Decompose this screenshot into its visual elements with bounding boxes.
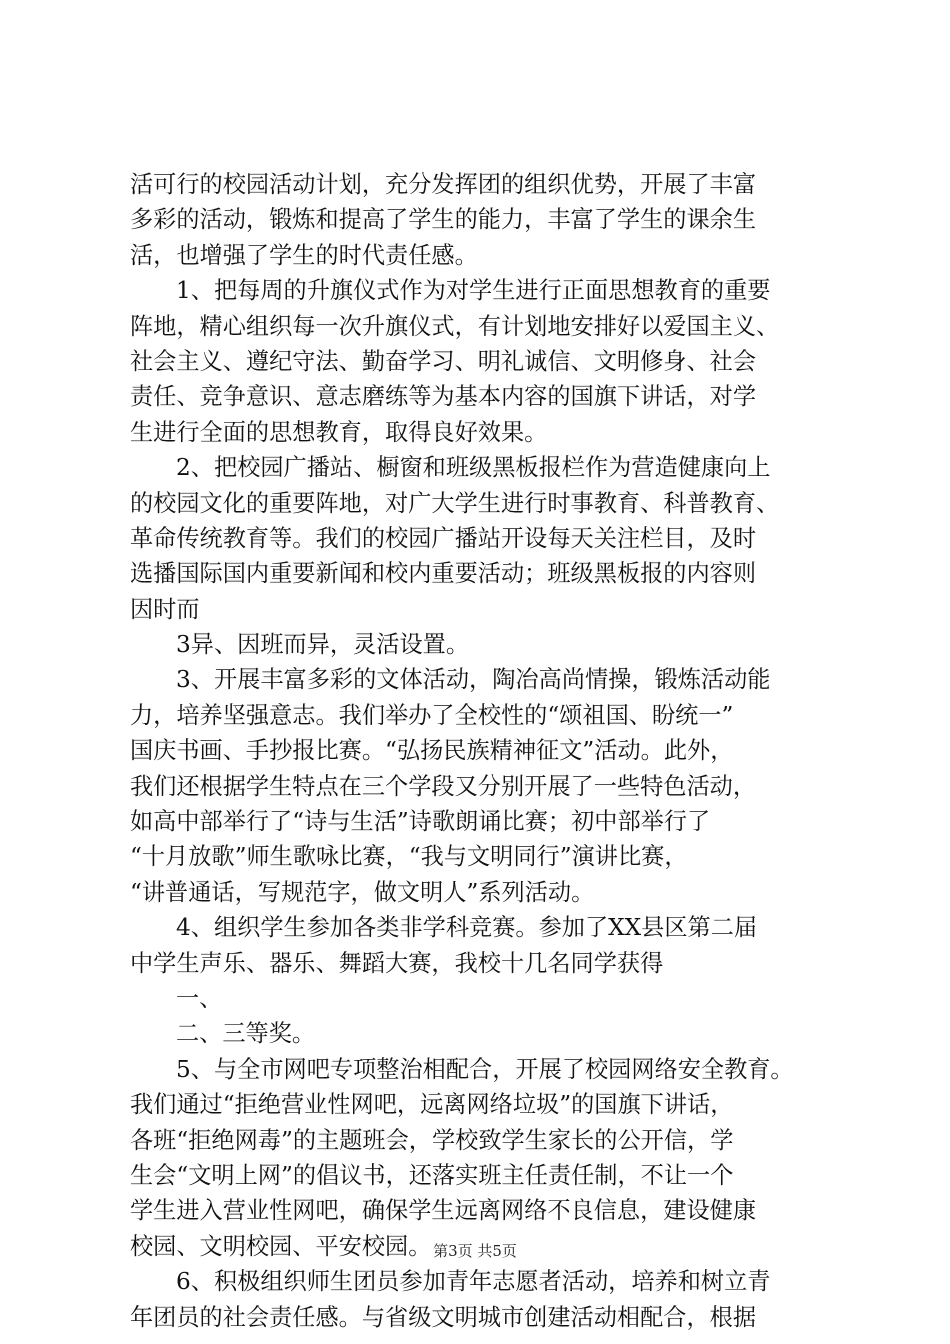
text-line: 4、组织学生参加各类非学科竞赛。参加了XX县区第二届 [176,914,758,942]
text-line: 的校园文化的重要阵地，对广大学生进行时事教育、科普教育、 [130,489,780,517]
text-line: 革命传统教育等。我们的校园广播站开设每天关注栏目，及时 [130,524,757,552]
text-line: 活可行的校园活动计划，充分发挥团的组织优势，开展了丰富 [130,171,757,198]
text-line: 各班“拒绝网毒”的主题班会，学校致学生家长的公开信，学 [130,1126,734,1154]
text-line: 社会主义、遵纪守法、勤奋学习、明礼诚信、文明修身、社会 [130,347,757,375]
text-line: 活，也增强了学生的时代责任感。 [130,241,478,269]
text-line: 1、把每周的升旗仪式作为对学生进行正面思想教育的重要 [176,277,771,305]
text-line: 5、与全市网吧专项整治相配合，开展了校园网络安全教育。 [176,1055,794,1083]
text-line: 责任、竞争意识、意志磨练等为基本内容的国旗下讲话，对学 [130,383,757,411]
text-line: 3异、因班而异，灵活设置。 [176,631,470,659]
text-line: 如高中部举行了“诗与生活”诗歌朗诵比赛；初中部举行了 [130,808,711,836]
text-line: 我们通过“拒绝营业性网吧，远离网络垃圾”的国旗下讲话， [130,1091,734,1119]
text-line: 生会“文明上网”的倡议书，还落实班主任责任制，不让一个 [130,1161,734,1189]
text-line: 选播国际国内重要新闻和校内重要活动；班级黑板报的内容则 [130,560,757,588]
text-line: 多彩的活动，锻炼和提高了学生的能力，丰富了学生的课余生 [130,206,757,234]
text-line: 因时而 [130,595,200,623]
text-line: 二、三等奖。 [176,1020,316,1048]
text-line: 学生进入营业性网吧，确保学生远离网络不良信息，建设健康 [130,1197,757,1225]
text-line: 一、 [176,984,223,1012]
text-line: 年团员的社会责任感。与省级文明城市创建活动相配合，根据 [130,1303,757,1331]
page-footer: 第3页 共5页 [433,1242,517,1260]
text-line: 国庆书画、手抄报比赛。“弘扬民族精神征文”活动。此外， [130,737,734,765]
text-line: 力，培养坚强意志。我们举办了全校性的“颂祖国、盼统一” [130,701,734,729]
text-line: 中学生声乐、器乐、舞蹈大赛，我校十几名同学获得 [130,949,664,977]
text-line: 阵地，精心组织每一次升旗仪式，有计划地安排好以爱国主义、 [130,312,780,340]
text-line: 生进行全面的思想教育，取得良好效果。 [130,418,548,446]
text-line: 3、开展丰富多彩的文体活动，陶冶高尚情操，锻炼活动能 [176,666,771,694]
text-line: 6、积极组织师生团员参加青年志愿者活动，培养和树立青 [176,1268,771,1296]
text-line: 校园、文明校园、平安校园。 [130,1232,432,1260]
text-line: “讲普通话，写规范字，做文明人”系列活动。 [130,878,595,906]
text-line: “十月放歌”师生歌咏比赛，“我与文明同行”演讲比赛， [130,843,688,871]
text-line: 我们还根据学生特点在三个学段又分别开展了一些特色活动， [130,772,757,800]
text-line: 2、把校园广播站、橱窗和班级黑板报栏作为营造健康向上 [176,454,771,482]
document-body [130,167,846,1335]
